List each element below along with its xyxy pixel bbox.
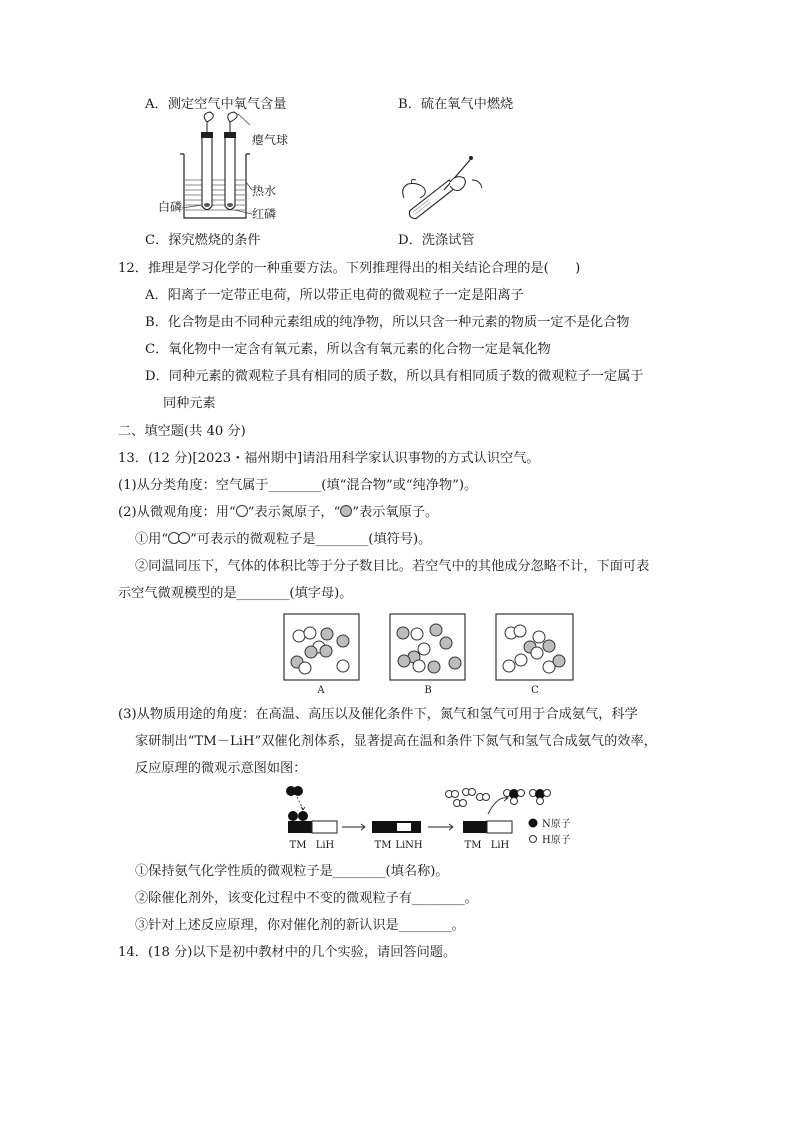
section-heading: 二、填空题(共 40 分) xyxy=(118,424,246,439)
label-tm-3: TM xyxy=(464,840,482,851)
label-red-phosphorus: 红磷 xyxy=(252,207,277,221)
q13-part2-1: ①用“ ”可表示的微观粒子是________(填符号)。 xyxy=(135,532,432,547)
q13-part1: (1)从分类角度：空气属于________(填“混合物”或“纯净物”)。 xyxy=(118,478,478,493)
q13-part3-3: ③针对上述反应原理，你对催化剂的新认识是________。 xyxy=(135,918,465,933)
q13-part3c: 反应原理的微观示意图如图： xyxy=(135,761,307,776)
label-lih-1: LiH xyxy=(315,840,335,851)
legend-h-atom: H原子 xyxy=(542,835,571,846)
label-balloon: 瘪气球 xyxy=(252,133,289,147)
q11-option-b: B．硫在氧气中燃烧 xyxy=(398,97,514,112)
label-lih-3: LiH xyxy=(490,840,510,851)
box-label-a: A xyxy=(317,685,325,696)
q11-option-c: C．探究燃烧的条件 xyxy=(145,233,261,248)
q11-option-a: A．测定空气中氧气含量 xyxy=(145,97,287,112)
q12-option-b: B．化合物是由不同种元素组成的纯净物，所以只含一种元素的物质一定不是化合物 xyxy=(145,315,630,330)
q11-option-d: D．洗涤试管 xyxy=(398,233,475,248)
q13-part2-2a: ②同温同压下，气体的体积比等于分子数目比。若空气中的其他成分忽略不计，下面可表 xyxy=(135,559,650,574)
label-tm-1: TM xyxy=(289,840,307,851)
q13-part3-1: ①保持氨气化学性质的微观粒子是________(填名称)。 xyxy=(135,864,449,879)
label-white-phosphorus: 白磷 xyxy=(158,200,183,214)
q12-option-d: D．同种元素的微观粒子具有相同的质子数，所以具有相同质子数的微观粒子一定属于 xyxy=(145,369,644,384)
box-label-b: B xyxy=(424,685,432,696)
air-model-options xyxy=(283,613,583,697)
q12-stem: 12．推理是学习化学的一种重要方法。下列推理得出的相关结论合理的是( ) xyxy=(118,261,581,276)
q12-option-a: A．阳离子一定带正电荷，所以带正电荷的微观粒子一定是阳离子 xyxy=(145,288,524,303)
box-label-c: C xyxy=(531,685,539,696)
oxygen-atom-icon xyxy=(340,505,352,517)
reaction-mechanism-diagram xyxy=(285,784,585,854)
q14-stem: 14．(18 分)以下是初中教材中的几个实验，请回答问题。 xyxy=(118,945,457,960)
q12-option-c: C．氧化物中一定含有氧元素，所以含有氧元素的化合物一定是氧化物 xyxy=(145,342,551,357)
combustion-conditions-figure xyxy=(150,114,300,224)
q13-part3b: 家研制出“TM－LiH”双催化剂体系，显著提高在温和条件下氮气和氢气合成氨气的效率， xyxy=(135,734,657,749)
q13-part2-2b: 示空气微观模型的是________(填字母)。 xyxy=(118,586,353,601)
q13-stem: 13．(12 分)[2023・福州期中]请沿用科学家认识事物的方式认识空气。 xyxy=(118,451,540,466)
label-linh: LiNH xyxy=(395,840,423,851)
label-hot-water: 热水 xyxy=(252,184,277,198)
q13-part3-2: ②除催化剂外，该变化过程中不变的微观粒子有________。 xyxy=(135,891,478,906)
legend-n-atom: N原子 xyxy=(542,819,571,830)
nitrogen-atom-icon xyxy=(236,505,248,517)
q13-part3a: (3)从物质用途的角度：在高温、高压以及催化条件下，氮气和氢气可用于合成氨气，科学 xyxy=(118,707,638,722)
q13-part2: (2)从微观角度：用“ ”表示氮原子，“ ”表示氧原子。 xyxy=(118,505,439,520)
q12-option-d-cont: 同种元素 xyxy=(163,396,216,411)
test-tube-washing-figure xyxy=(398,150,488,230)
label-tm-2: TM xyxy=(374,840,392,851)
